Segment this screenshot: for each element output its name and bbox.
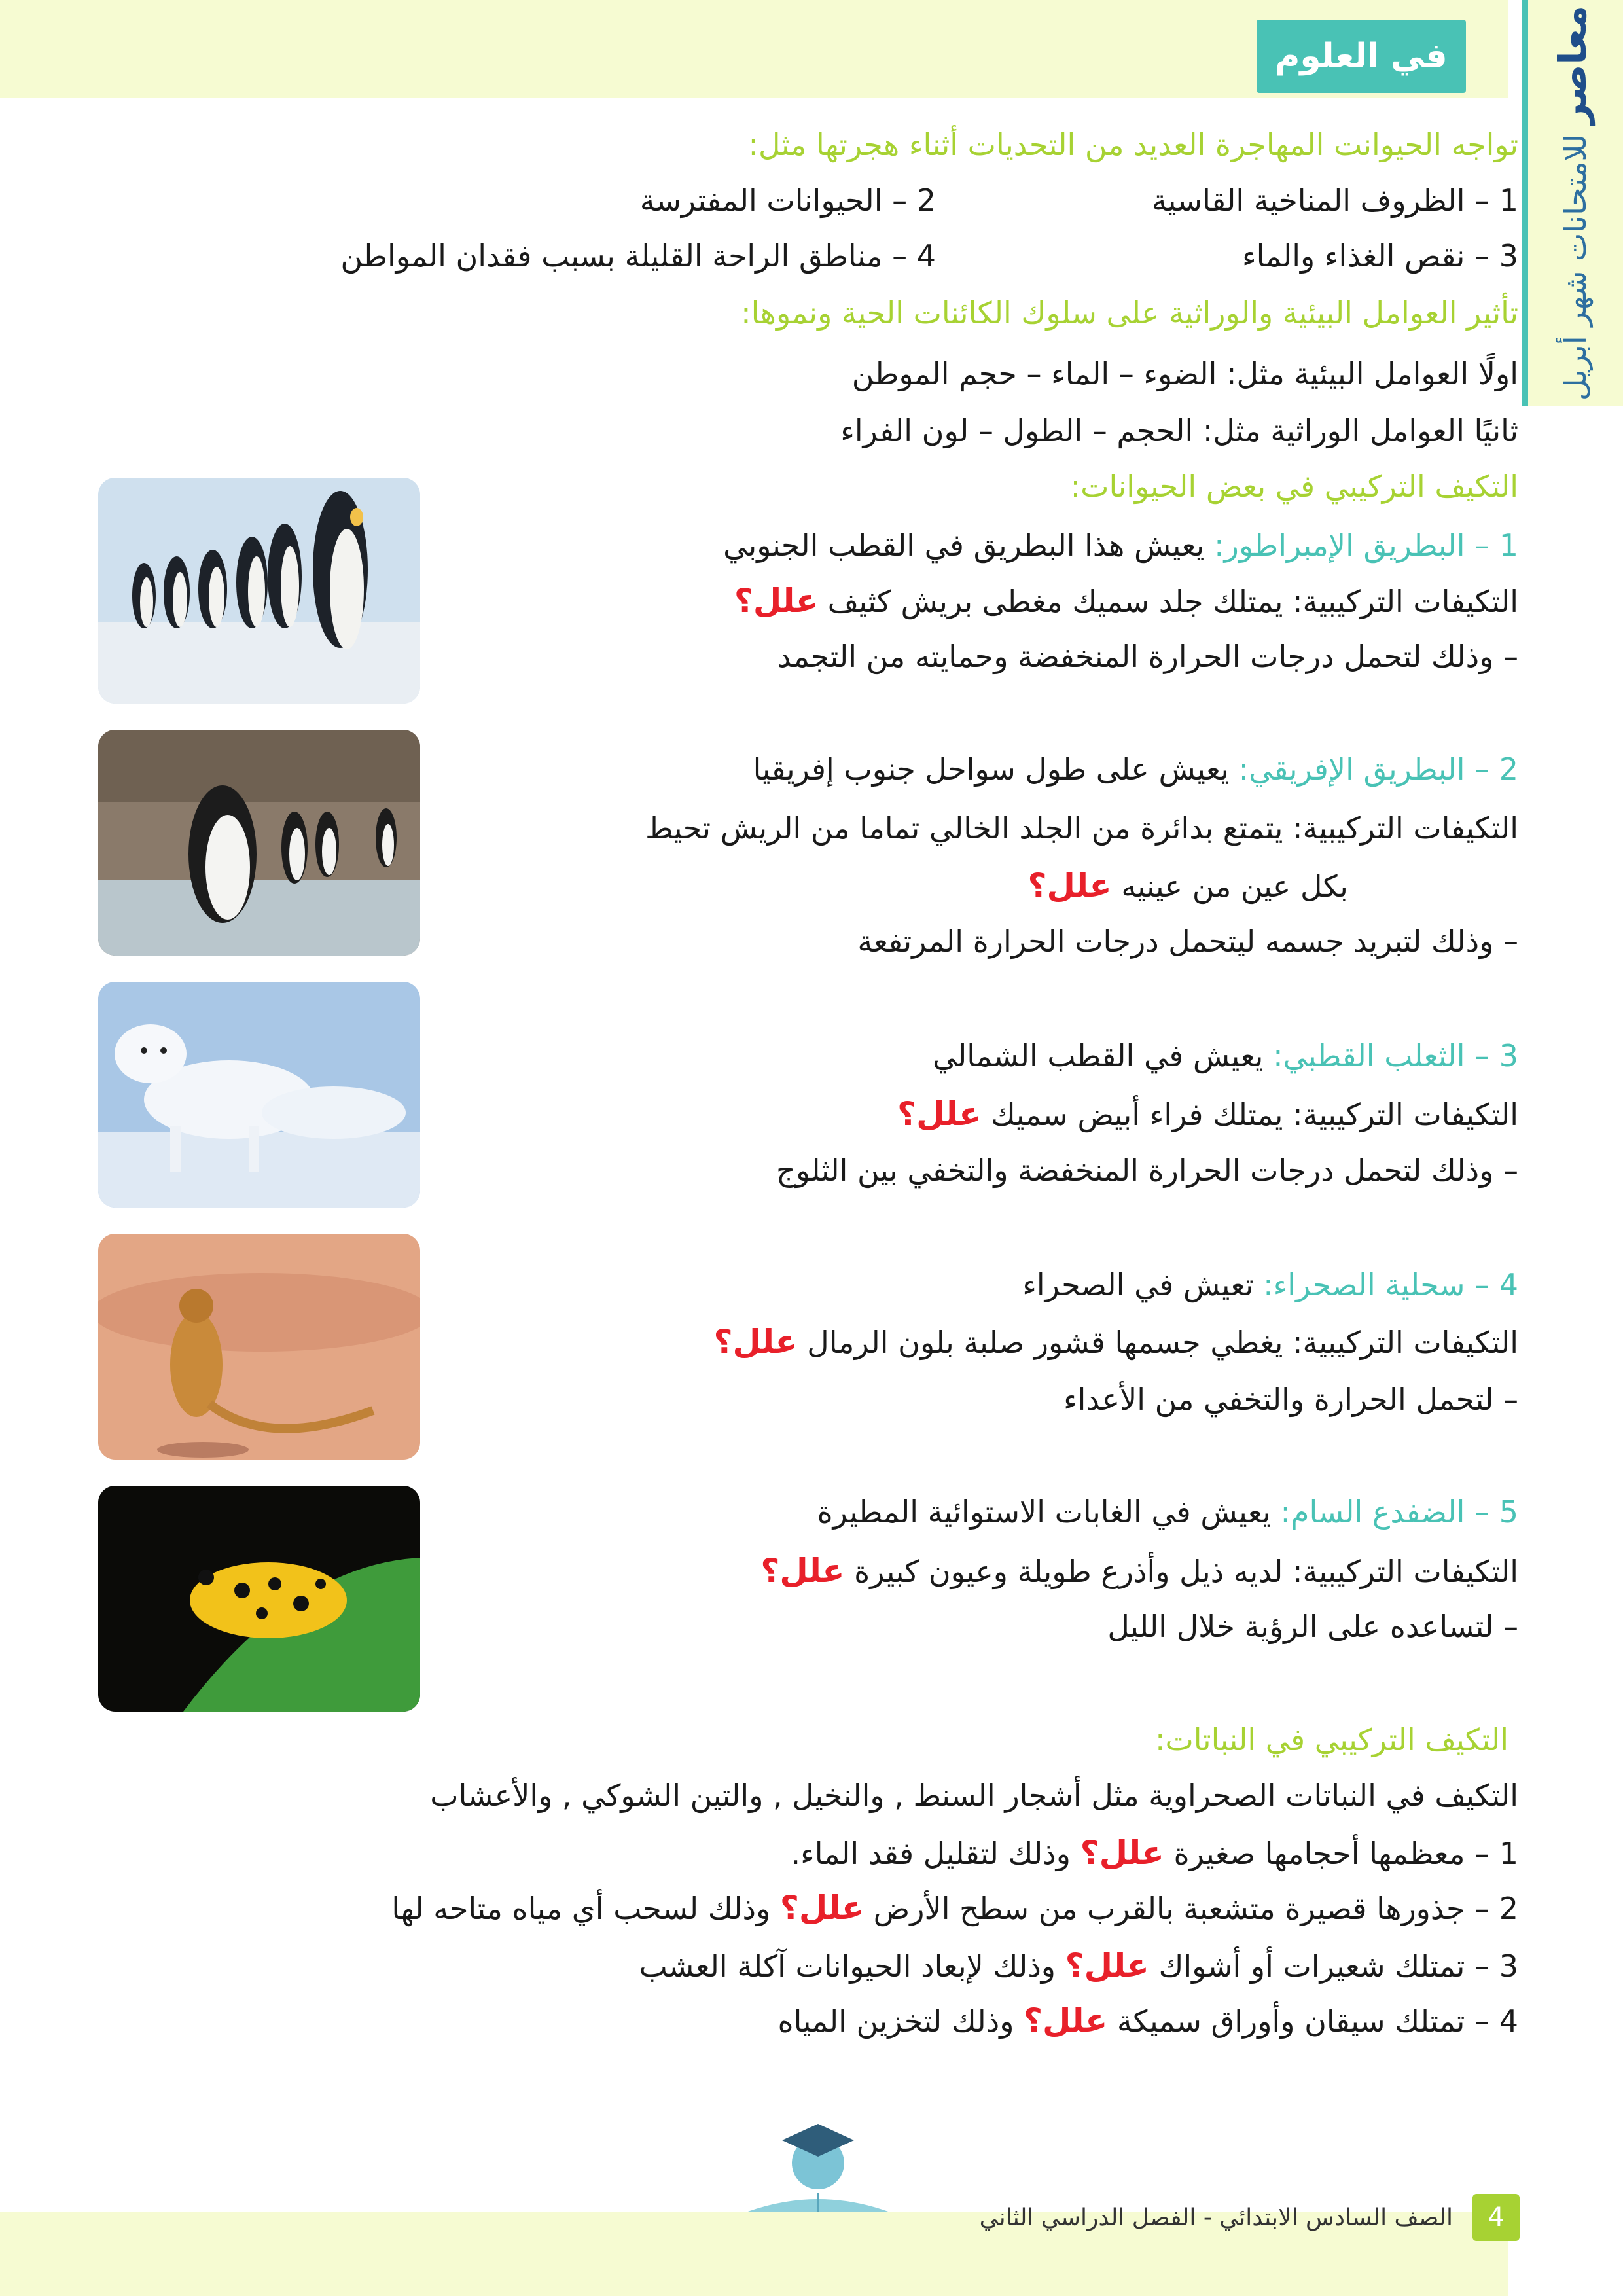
animal-5-adaptation bbox=[760, 1552, 1518, 1590]
animal-1-adaptation-text: التكيفات التركيبية: يمتلك جلد سميك مغطى بريش كثيف bbox=[818, 584, 1518, 619]
animal-1-reason: – وذلك لتحمل درجات الحرارة المنخفضة وحمايته من التجمد bbox=[777, 639, 1518, 674]
animal-3-reason: – وذلك لتحمل درجات الحرارة المنخفضة والتخفي بين الثلوج bbox=[776, 1153, 1518, 1188]
why-label: علل؟ bbox=[734, 582, 819, 620]
animal-1-heading bbox=[723, 528, 1518, 563]
plant-item-1-text: 1 – معظمها أحجامها صغيرة bbox=[1164, 1836, 1518, 1871]
emperor-penguin-photo bbox=[98, 478, 420, 704]
animal-2-name: 2 – البطريق الإفريقي: bbox=[1238, 751, 1518, 787]
plants-title: التكيف التركيبي في النباتات: bbox=[1154, 1722, 1508, 1757]
animal-4-habitat: تعيش في الصحراء bbox=[1022, 1267, 1264, 1302]
why-label: علل؟ bbox=[1065, 1946, 1149, 1984]
migration-item-4: 4 – مناطق الراحة القليلة بسبب فقدان المواطن bbox=[340, 238, 936, 274]
why-label: علل؟ bbox=[897, 1095, 982, 1133]
plant-item-2-text: 2 – جذورها قصيرة متشعبة بالقرب من سطح الأرض bbox=[864, 1891, 1518, 1926]
plant-item-1 bbox=[791, 1834, 1518, 1872]
animal-3-habitat: يعيش في القطب الشمالي bbox=[932, 1038, 1274, 1073]
animal-2-adaptation: التكيفات التركيبية: يتمتع بدائرة من الجلد الخالي تماما من الريش تحيط bbox=[645, 810, 1518, 846]
animal-5-reason: – لتساعده على الرؤية خلال الليل bbox=[1107, 1609, 1518, 1644]
factors-environmental: اولًا العوامل البيئية مثل: الضوء – الماء – حجم الموطن bbox=[851, 356, 1518, 391]
factors-title: تأثير العوامل البيئية والوراثية على سلوك الكائنات الحية ونموها: bbox=[741, 295, 1518, 331]
plant-item-3-text: 3 – تمتلك شعيرات أو أشواك bbox=[1149, 1948, 1518, 1984]
animal-2-adaptation-cont bbox=[1027, 867, 1349, 905]
animal-2-adaptation2-text: بكل عين من عينيه bbox=[1111, 869, 1348, 904]
plant-item-2-reason: وذلك لسحب أي مياه متاحه لها bbox=[391, 1891, 780, 1926]
animal-2-heading bbox=[753, 751, 1518, 787]
migration-item-3: 3 – نقص الغذاء والماء bbox=[1242, 238, 1518, 274]
plant-item-4-text: 4 – تمتلك سيقان وأوراق سميكة bbox=[1107, 2003, 1518, 2039]
animal-1-habitat: يعيش هذا البطريق في القطب الجنوبي bbox=[723, 528, 1215, 563]
side-banner bbox=[1522, 0, 1623, 406]
plant-item-3 bbox=[639, 1946, 1518, 1984]
animal-1-name: 1 – البطريق الإمبراطور: bbox=[1214, 528, 1518, 563]
factors-genetic: ثانيًا العوامل الوراثية مثل: الحجم – الطول – لون الفراء bbox=[840, 413, 1518, 448]
animal-4-adaptation-text: التكيفات التركيبية: يغطي جسمها قشور صلبة بلون الرمال bbox=[797, 1325, 1518, 1360]
side-banner-brand: معاصر bbox=[1550, 5, 1595, 125]
subject-tab bbox=[1257, 20, 1466, 93]
arctic-fox-photo bbox=[98, 982, 420, 1208]
animal-2-reason: – وذلك لتبريد جسمه ليتحمل درجات الحرارة المرتفعة bbox=[857, 924, 1518, 959]
poison-frog-photo bbox=[98, 1486, 420, 1712]
why-label: علل؟ bbox=[760, 1552, 845, 1590]
animal-3-adaptation bbox=[897, 1095, 1518, 1133]
animal-1-adaptation bbox=[734, 582, 1518, 620]
animal-5-heading bbox=[817, 1494, 1518, 1530]
animal-4-reason: – لتحمل الحرارة والتخفي من الأعداء bbox=[1063, 1382, 1518, 1417]
migration-item-2: 2 – الحيوانات المفترسة bbox=[639, 183, 936, 218]
desert-lizard-photo bbox=[98, 1234, 420, 1460]
footer-grade-text: الصف السادس الابتدائي - الفصل الدراسي الثاني bbox=[979, 2204, 1453, 2231]
animal-2-habitat: يعيش على طول سواحل جنوب إفريقيا bbox=[753, 751, 1239, 787]
african-penguin-photo bbox=[98, 730, 420, 956]
animal-5-name: 5 – الضفدع السام: bbox=[1280, 1494, 1518, 1530]
migration-title: تواجه الحيوانت المهاجرة العديد من التحديات أثناء هجرتها مثل: bbox=[748, 127, 1518, 162]
plants-intro: التكيف في النباتات الصحراوية مثل أشجار السنط , والنخيل , والتين الشوكي , والأعشاب bbox=[430, 1778, 1518, 1813]
animal-5-adaptation-text: التكيفات التركيبية: لديه ذيل وأذرع طويلة وعيون كبيرة bbox=[844, 1554, 1518, 1589]
migration-item-1: 1 – الظروف المناخية القاسية bbox=[1151, 183, 1518, 218]
plant-item-3-reason: وذلك لإبعاد الحيوانات آكلة العشب bbox=[639, 1948, 1065, 1984]
animals-title: التكيف التركيبي في بعض الحيوانات: bbox=[1070, 469, 1518, 504]
animal-4-adaptation bbox=[713, 1323, 1518, 1361]
animal-3-adaptation-text: التكيفات التركيبية: يمتلك فراء أبيض سميك bbox=[981, 1097, 1518, 1132]
plant-item-1-reason: وذلك لتقليل فقد الماء. bbox=[791, 1836, 1080, 1871]
page-number: 4 bbox=[1472, 2194, 1520, 2241]
why-label: علل؟ bbox=[779, 1889, 865, 1927]
why-label: علل؟ bbox=[713, 1323, 798, 1361]
plant-item-2 bbox=[391, 1889, 1518, 1927]
animal-3-heading bbox=[932, 1038, 1518, 1073]
why-label: علل؟ bbox=[1027, 867, 1112, 905]
animal-4-name: 4 – سحلية الصحراء: bbox=[1263, 1267, 1518, 1302]
why-label: علل؟ bbox=[1080, 1834, 1164, 1872]
subject-label: في العلوم bbox=[1275, 37, 1448, 76]
animal-3-name: 3 – الثعلب القطبي: bbox=[1273, 1038, 1518, 1073]
side-banner-text: للامتحانات شهر أبريل bbox=[1557, 124, 1593, 401]
why-label: علل؟ bbox=[1024, 2001, 1108, 2039]
plant-item-4 bbox=[777, 2001, 1519, 2039]
animal-4-heading bbox=[1022, 1267, 1518, 1302]
animal-5-habitat: يعيش في الغابات الاستوائية المطيرة bbox=[817, 1494, 1281, 1530]
plant-item-4-reason: وذلك لتخزين المياه bbox=[777, 2003, 1024, 2039]
